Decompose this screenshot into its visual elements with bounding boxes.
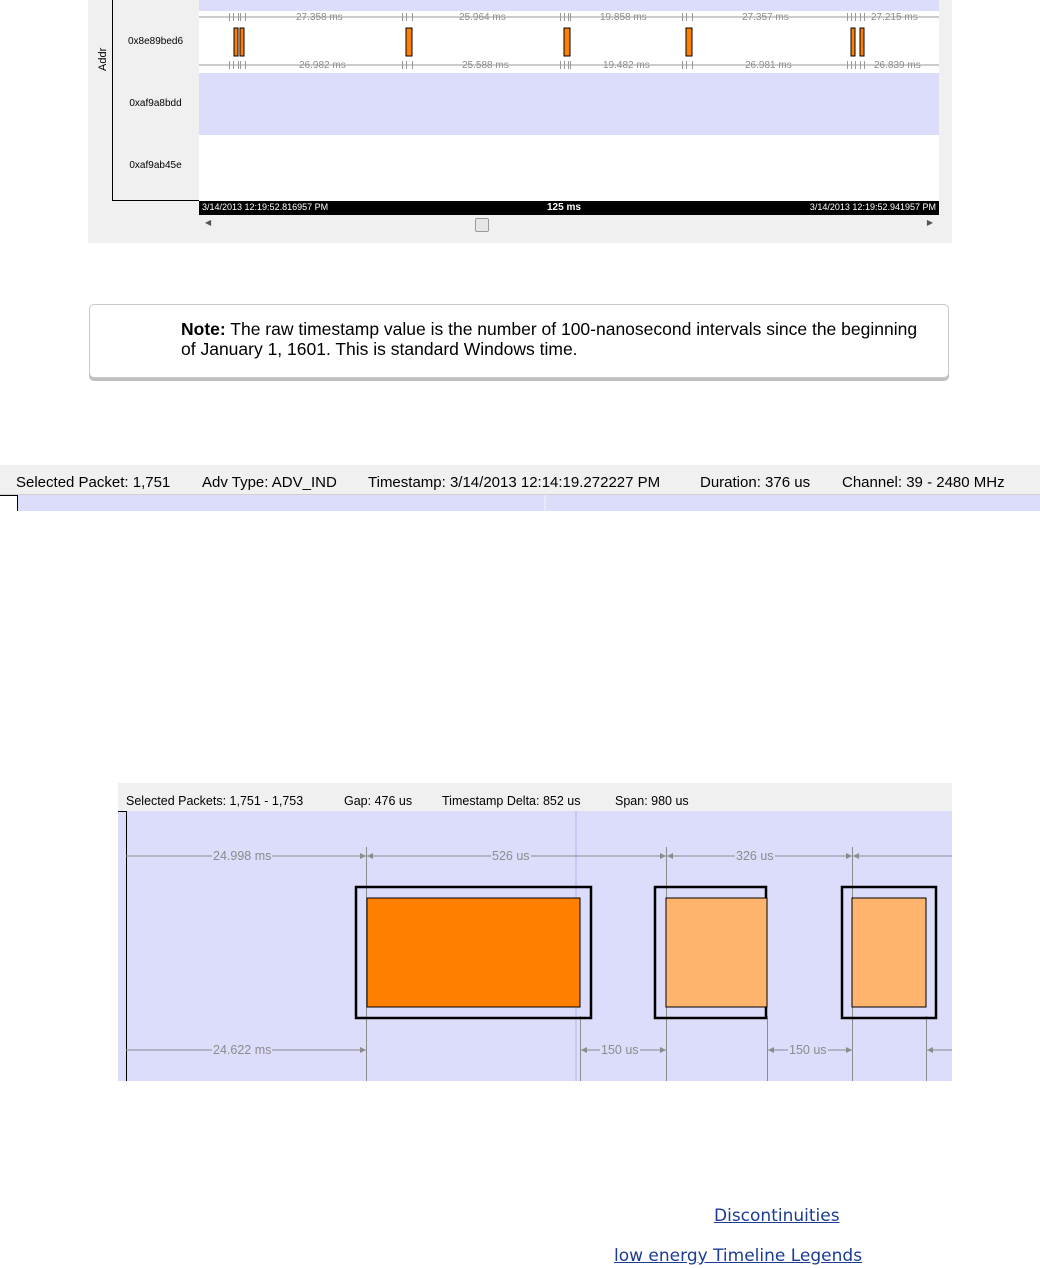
scroll-thumb[interactable] (475, 218, 489, 232)
timeline-plot[interactable] (199, 0, 939, 201)
interval-label: 150 us (601, 1043, 639, 1057)
span: Span: 980 us (615, 794, 689, 808)
note-box (89, 304, 949, 378)
timeline-figure (88, 0, 952, 243)
packet-mark (686, 28, 692, 56)
adv-type: Adv Type: ADV_IND (202, 474, 337, 491)
packet-mark (240, 28, 244, 56)
timeline-legends-link[interactable]: low energy Timeline Legends (614, 1246, 863, 1266)
channel: Channel: 39 - 2480 MHz (842, 474, 1005, 491)
interval-label: 150 us (789, 1043, 827, 1057)
selection-header (118, 783, 952, 811)
note-text (181, 319, 921, 359)
axis-line (112, 200, 199, 201)
strip-divider (544, 495, 546, 511)
timeline-marks (199, 0, 939, 201)
interval-label: 19.482 ms (603, 60, 650, 71)
interval-label: 19.858 ms (600, 12, 647, 23)
address-label: 0xaf9a8bdd (129, 98, 182, 109)
axis-corner (0, 495, 18, 511)
duration: Duration: 376 us (700, 474, 811, 491)
interval-label: 26.839 ms (874, 60, 921, 71)
scroll-right-icon[interactable]: ▶ (926, 218, 933, 227)
interval-label: 26.982 ms (299, 60, 346, 71)
note-label: Note: (181, 319, 226, 339)
packet-mark (851, 28, 855, 56)
interval-label: 526 us (492, 849, 530, 863)
packet-mark (234, 28, 238, 56)
interval-label: 25.964 ms (459, 12, 506, 23)
interval-label: 24.998 ms (213, 849, 272, 863)
selected-packets: Selected Packets: 1,751 - 1,753 (126, 794, 304, 808)
note-body: The raw timestamp value is the number of 100-nanosecond intervals since the beginning of January 1, 1601. This is standard Windows time. (181, 319, 918, 359)
status-bar (0, 465, 1040, 495)
interval-label: 27.357 ms (742, 12, 789, 23)
packet-mark (860, 28, 864, 56)
interval-label: 26.981 ms (745, 60, 792, 71)
time-span: 125 ms (547, 202, 581, 213)
start-time: 3/14/2013 12:19:52.816957 PM (202, 202, 329, 212)
packet-mark (406, 28, 412, 56)
packet-mark (564, 28, 570, 56)
zoomed-packets-figure (118, 783, 952, 1081)
interval-label: 27.358 ms (296, 12, 343, 23)
scroll-left-icon[interactable]: ◀ (205, 218, 212, 227)
timeline-scrollbar[interactable] (199, 215, 939, 235)
packet-box (852, 898, 926, 1007)
address-label: 0xaf9ab45e (129, 160, 182, 171)
status-bar-screenshot (0, 465, 1040, 511)
packet-box (367, 898, 580, 1007)
discontinuities-link[interactable]: Discontinuities (714, 1206, 840, 1226)
timestamp-delta: Timestamp Delta: 852 us (442, 794, 581, 808)
address-label: 0x8e89bed6 (127, 36, 184, 47)
interval-label: 24.622 ms (213, 1043, 272, 1057)
selected-packet: Selected Packet: 1,751 (16, 474, 171, 491)
timeline-strip (18, 495, 1040, 511)
interval-label: 25.588 ms (462, 60, 509, 71)
timestamp: Timestamp: 3/14/2013 12:14:19.272227 PM (368, 474, 661, 491)
timeline-footer (199, 201, 939, 215)
addr-axis-label: Addr (97, 47, 109, 71)
packet-box (666, 898, 767, 1007)
interval-label: 27.215 ms (871, 12, 918, 23)
end-time: 3/14/2013 12:19:52.941957 PM (809, 202, 936, 212)
gap: Gap: 476 us (344, 794, 413, 808)
interval-label: 326 us (736, 849, 774, 863)
